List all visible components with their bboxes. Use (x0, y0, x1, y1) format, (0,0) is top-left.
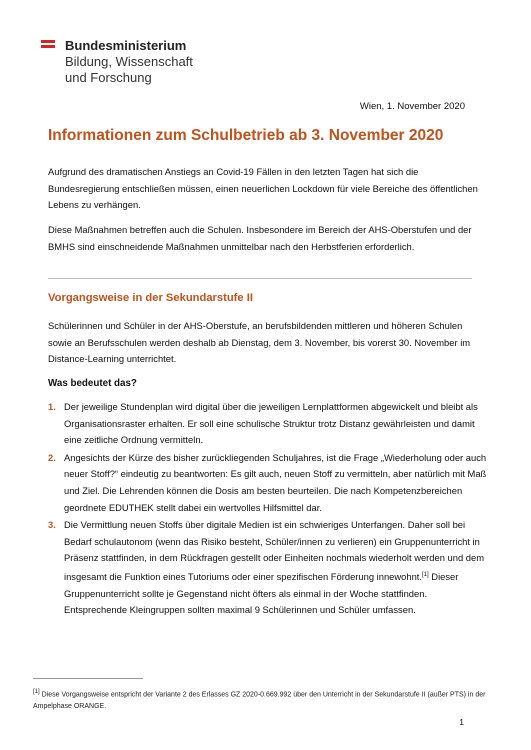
footnote-reference[interactable]: [1] (422, 571, 429, 578)
austria-flag-icon (41, 40, 55, 48)
section-divider (48, 278, 472, 279)
question-heading: Was bedeutet das? (48, 378, 137, 389)
section-paragraph: Schülerinnen und Schüler in der AHS-Oberstufe, an berufsbildenden mittleren und höheren Schulen sowie an Berufsschulen werden deshalb ab Dienstag, dem 3. November, bis vorerst 30. November im Distance-Learning unterrichtet. (48, 320, 471, 365)
logo-line-2: Bildung, Wissenschaft (65, 54, 193, 69)
list-item-text-continued: Dieser Gruppenunterricht sollte je Gegenstand nicht öfters als einmal in der Woche stattfinden. Entsprechende Kleingruppen sollten maximal 9 Schülerinnen und Schüler umfassen. (64, 571, 459, 616)
intro-paragraph-1: Aufgrund des dramatischen Anstiegs an Covid-19 Fällen in den letzten Tagen hat sich die Bundesregierung entschließen müssen, einen neuerlichen Lockdown für viele Bereiche des öffentlichen Lebens zu verhängen. (48, 166, 478, 211)
list-number: 3. (48, 519, 56, 531)
list-item (48, 517, 488, 619)
logo-line-3: und Forschung (65, 70, 152, 85)
intro-paragraph-2: Diese Maßnahmen betreffen auch die Schulen. Insbesondere im Bereich der AHS-Oberstufen und der BMHS sind einschneidende Maßnahmen unmittelbar nach den Herbstferien erforderlich. (48, 224, 472, 252)
footnote-mark: [1] (33, 689, 40, 695)
list-item-text: Angesichts der Kürze des bisher zurückliegenden Schuljahres, ist die Frage „Wiederholung oder auch neuer Stoff?“ eindeutig zu beantworten: Es gilt auch, neuen Stoff zu vermitteln, aber natürlich mit Maß und Ziel. Die Lehrenden können die Dosis am besten beurteilen. Die nach Kompetenzbereichen geordnete EDUTHEK stellt dabei ein wertvolles Hilfsmittel dar. (64, 451, 487, 513)
footnote-divider (33, 678, 143, 679)
section-heading: Vorgangsweise in der Sekundarstufe II (48, 292, 253, 304)
list-number: 1. (48, 401, 56, 412)
list-number: 2. (48, 451, 56, 463)
document-date: Wien, 1. November 2020 (359, 101, 465, 112)
page-number: 1 (459, 717, 464, 727)
footnote (33, 686, 493, 713)
list-item (48, 399, 488, 449)
measures-list (48, 399, 488, 619)
logo-line-1: Bundesministerium (65, 38, 187, 53)
list-item-text: Der jeweilige Stundenplan wird digital über die jeweiligen Lernplattformen abgewickelt und bleibt als Organisationsraster erhalten. Er soll eine schulische Struktur trotz Distanz gewährleisten und damit eine zeitliche Ordnung vermitteln. (64, 401, 478, 446)
footnote-text: Diese Vorgangsweise entspricht der Variante 2 des Erlasses GZ 2020-0.669.992 über den Unterricht in der Sekundarstufe II (außer PTS) in der Ampelphase ORANGE. (33, 691, 486, 711)
list-item (48, 450, 488, 516)
list-item-text: Die Vermittlung neuen Stoffs über digitale Medien ist ein schwieriges Unterfangen. Daher soll bei Bedarf schulautonom (wenn das Risiko besteht, Schüler/innen zu verlieren) ein Gruppenunterricht in Präsenz stattfinden, in dem Rückfragen gestellt oder Einheiten nochmals wiederholt werden und dem insgesamt die Funktion eines Tutoriums oder einer spezifischen Förderung innewohnt. (64, 519, 485, 583)
document-title: Informationen zum Schulbetrieb ab 3. November 2020 (48, 127, 444, 144)
